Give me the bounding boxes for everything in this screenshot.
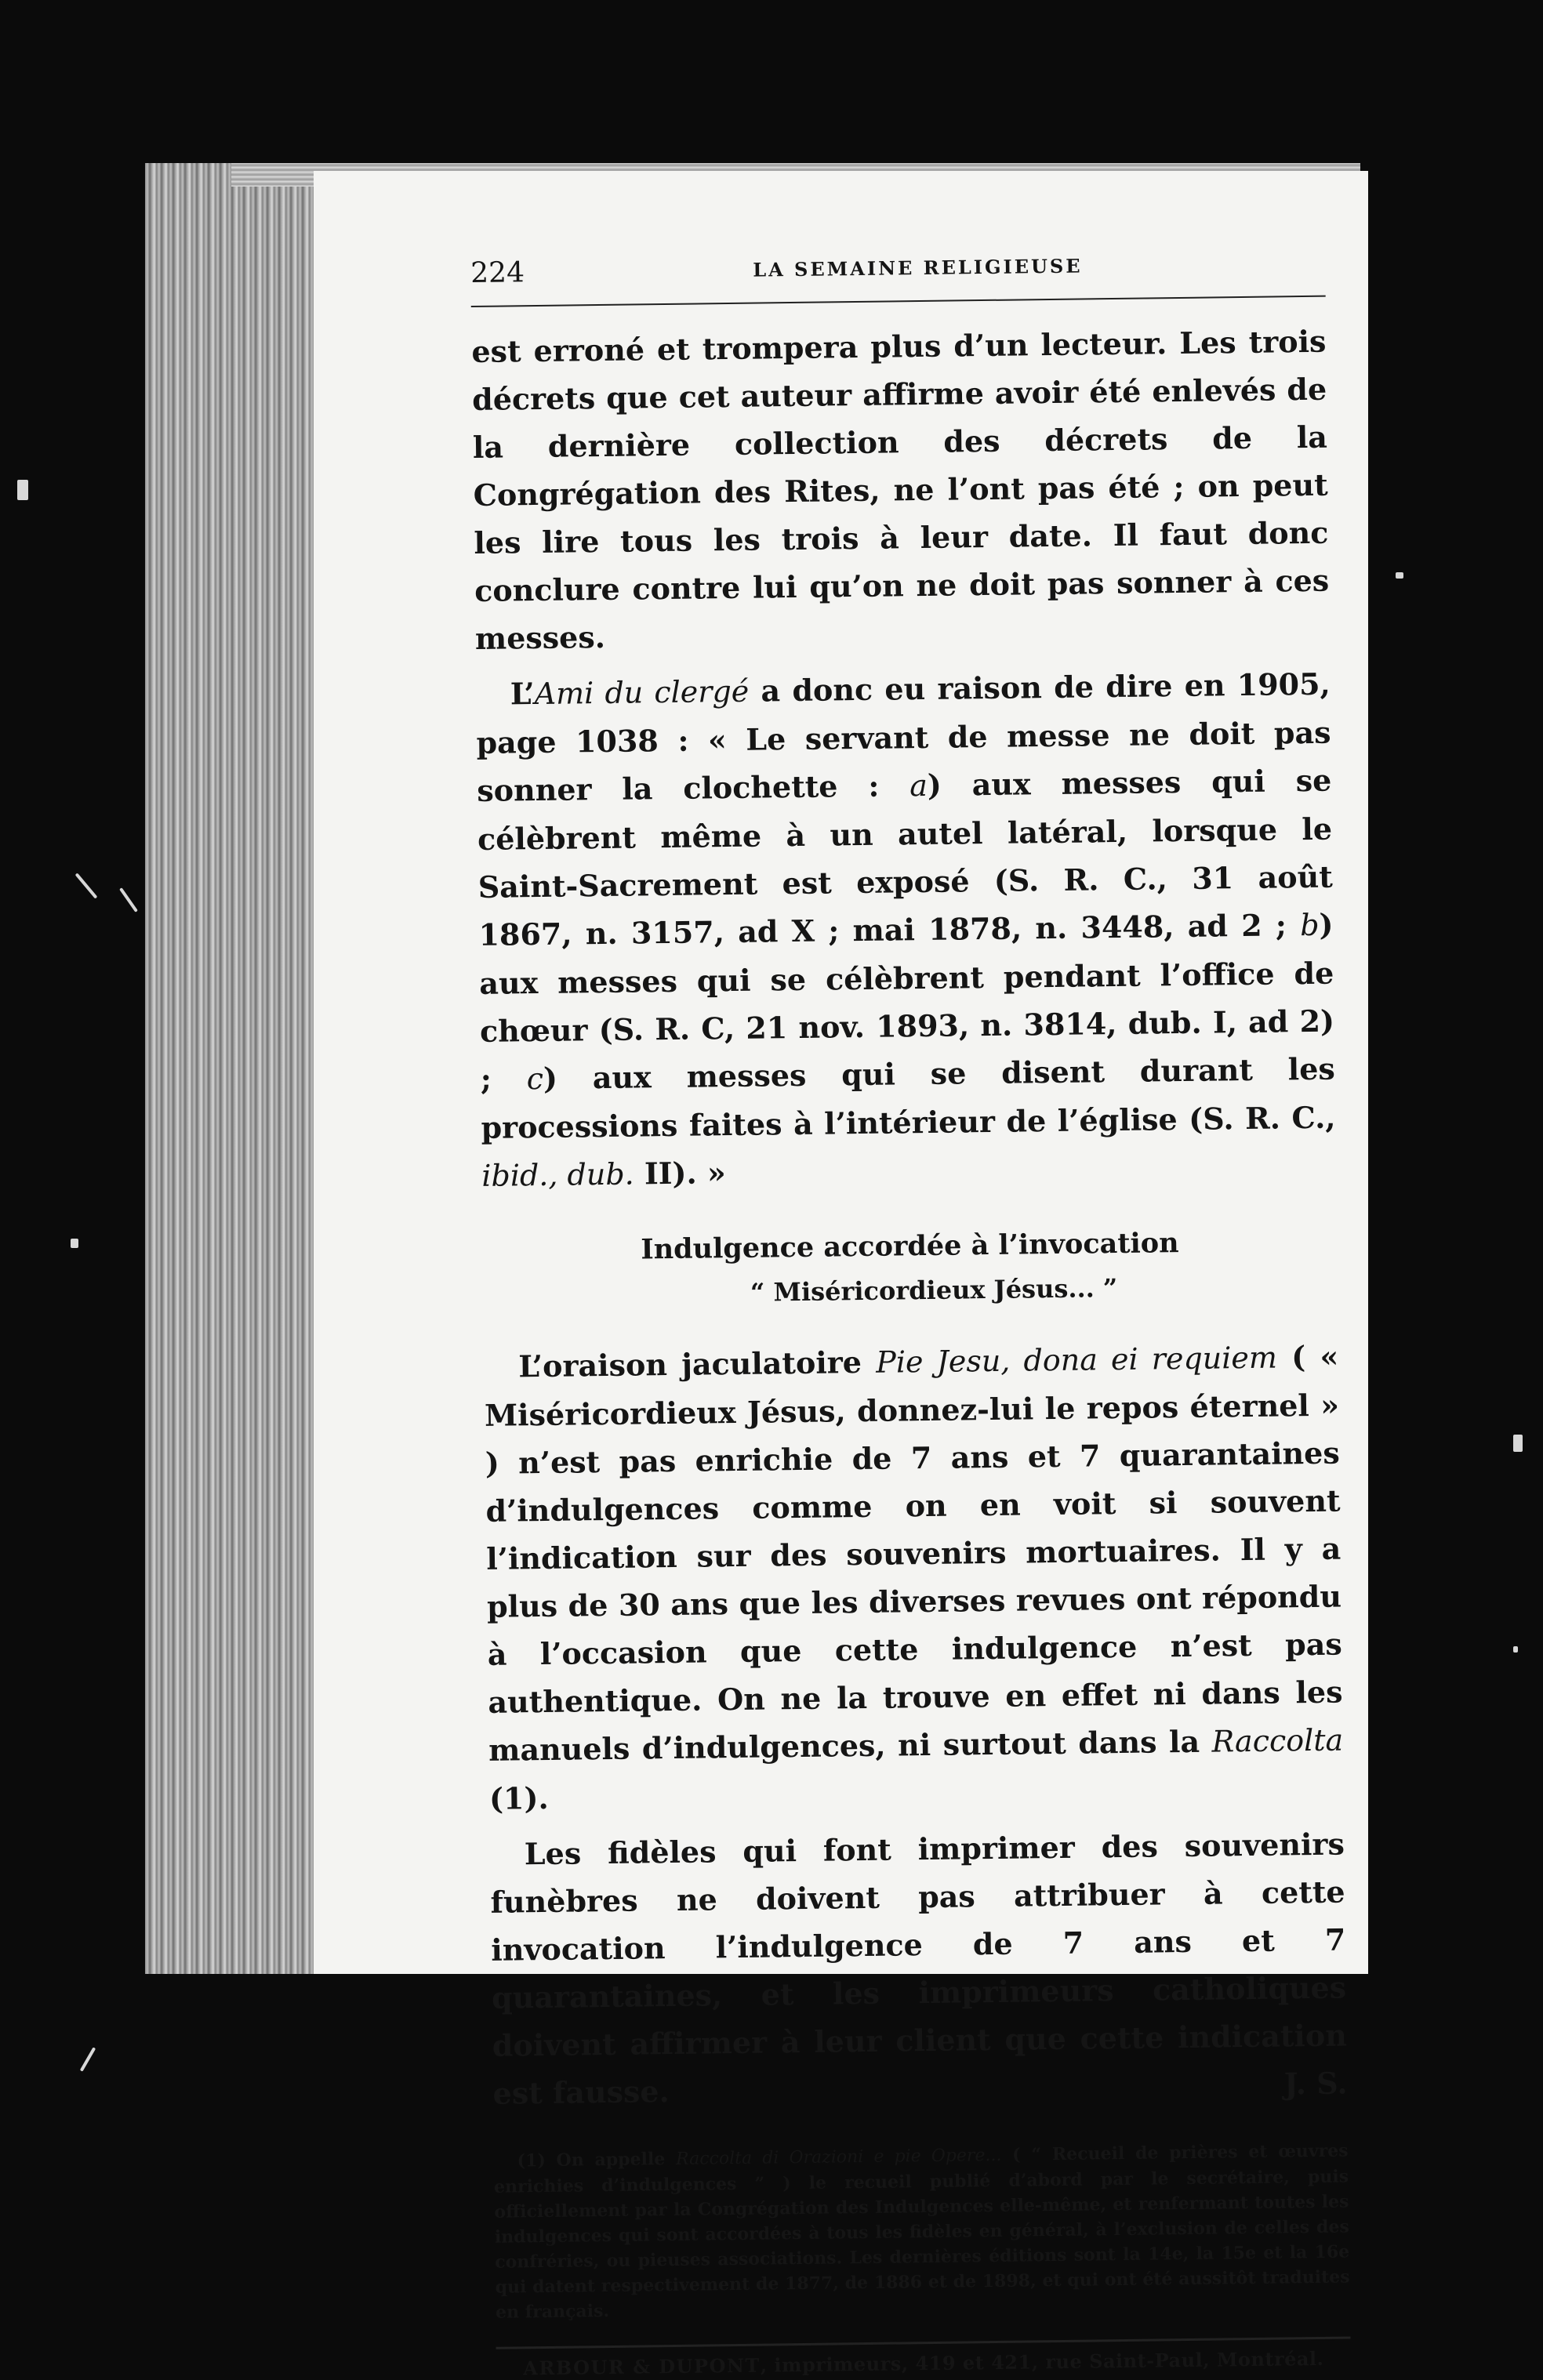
paragraph-decrets <box>471 317 1330 662</box>
signature: J. S. <box>1283 2065 1348 2102</box>
printer-name: ARBOUR & DUPONT <box>523 2353 761 2380</box>
paragraph-text: L’ <box>510 676 535 712</box>
page-edges <box>145 163 314 1974</box>
page-number: 224 <box>470 256 525 289</box>
paragraph-text: ( « Miséricordieux Jésus, donnez-lui le repos éternel » ) n’est pas enrichie de 7 ans et 7 quarantaines d’indulgences comme on en voit si souvent l’indication sur des souvenirs mortuaires. Il y a plus de 30 ans que les diverses revues ont répondu à l’occasion que cette indulgence n’est pas authentique. On ne la trouve en effet ni dans les manuels d’indulgences, ni surtout dans la <box>484 1338 1343 1768</box>
imprint <box>496 2346 1351 2379</box>
film-speck <box>1513 1435 1523 1452</box>
italic-letter: a <box>909 767 928 804</box>
footer-rule <box>496 2336 1351 2349</box>
book <box>145 163 1368 2380</box>
footnote <box>493 2139 1350 2325</box>
film-speck <box>17 480 28 500</box>
footnote-text: (1) On appelle <box>517 2148 677 2171</box>
paragraph-fideles <box>490 1820 1348 2117</box>
paragraph-text: a donc eu raison de dire en 1905, page 1038 : « Le servant de messe ne doit pas sonner la clochette : <box>476 666 1331 808</box>
italic-letter: c <box>526 1061 544 1097</box>
page-content <box>470 247 1351 2380</box>
film-speck <box>71 1239 78 1248</box>
paragraph-text: (1). <box>488 1780 549 1816</box>
printer-address: , imprimeurs, 419 et 421, rue Saint-Paul, Montréal. <box>760 2346 1324 2377</box>
journal-title: LA SEMAINE RELIGIEUSE <box>753 254 1083 281</box>
footnote-text: ( “ Recueil de prières et œuvres enrichies d’indulgences ” ) le recueil publié d’abord par le secrétaire, puis officiellement par la Congrégation des Indulgences elle-même, et renfermant toutes les indulgences qui sont accordées à tous les fidèles en général, à l’exclusion de celles des confréries, ou pieuses associations. Les dernières éditions sont la 14e, la 15e et la 16e qui datent respectivement de 1877, de 1886 et de 1898, et qui ont été aussitôt traduites en français. <box>493 2140 1350 2323</box>
film-speck <box>1396 572 1403 579</box>
heading-line-2: “ Miséricordieux Jésus... ” <box>750 1273 1118 1308</box>
italic-title: Ami du clergé <box>534 673 750 712</box>
heading-line-1: Indulgence accordée à l’invocation <box>641 1227 1179 1266</box>
footnote-italic-title: Raccolta di Orazioni e pie Opere... <box>675 2145 1002 2169</box>
film-speck <box>75 873 98 898</box>
italic-raccolta: Raccolta <box>1211 1722 1344 1759</box>
section-heading <box>482 1220 1338 1318</box>
film-speck <box>119 887 138 912</box>
running-head <box>470 247 1326 307</box>
paragraph-ami-du-clerge <box>475 660 1336 1200</box>
italic-letter: b <box>1299 907 1320 943</box>
paragraph-text: Les fidèles qui font imprimer des souvenirs funèbres ne doivent pas attribuer à cette invocation l’indulgence de 7 ans et 7 quarantaines, et les imprimeurs catholiques doivent affirmer à leur client que cette indication est fausse. <box>490 1826 1348 2111</box>
paragraph-text: est erroné et trompera plus d’un lecteur. Les trois décrets que cet auteur affirme avoir été enlevés de la dernière collection des décrets de la Congrégation des Rites, ne l’ont pas été ; on peut les lire tous les trois à leur date. Il faut donc conclure contre lui qu’on ne doit pas sonner à ces messes. <box>471 323 1330 656</box>
paragraph-text: ) aux messes qui se célèbrent même à un autel latéral, lorsque le Saint-Sacrement est exposé (S. R. C., 31 août 1867, n. 3157, ad X ; mai 1878, n. 3448, ad 2 ; <box>477 762 1334 952</box>
italic-ref: ibid., dub. <box>481 1156 634 1193</box>
film-speck <box>80 2047 96 2071</box>
film-speck <box>1513 1646 1518 1653</box>
paragraph-oraison <box>484 1333 1344 1823</box>
paragraph-text: ) aux messes qui se célèbrent pendant l’office de chœur (S. R. C, 21 nov. 1893, n. 3814, dub. I, ad 2) ; <box>479 906 1335 1097</box>
paragraph-text: L’oraison jaculatoire <box>518 1344 877 1384</box>
printed-page <box>314 171 1368 2380</box>
paragraph-text: II). » <box>634 1155 726 1192</box>
italic-latin: Pie Jesu, dona ei requiem <box>875 1340 1278 1380</box>
paragraph-text: ) aux messes qui se disent durant les processions faites à l’intérieur de l’église (S. R. C., <box>481 1050 1336 1145</box>
